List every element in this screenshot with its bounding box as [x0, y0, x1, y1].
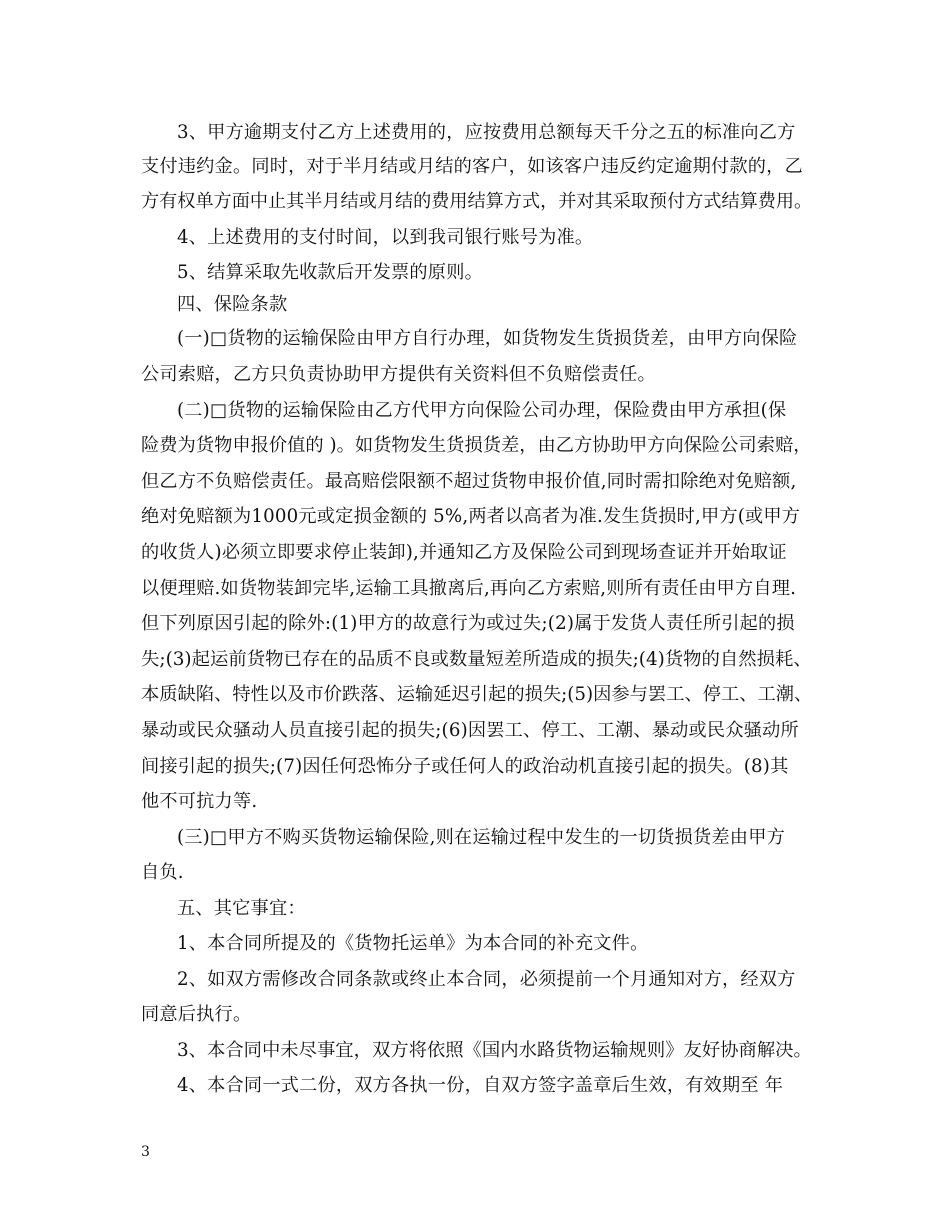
text-line: 公司索赔，乙方只负责协助甲方提供有关资料但不负赔偿责任。 [141, 364, 656, 385]
text-line: 的收货人)必须立即要求停止装卸),并通知乙方及保险公司到现场查证并开始取证 [141, 542, 787, 563]
text-line: 失;(3)起运前货物已存在的品质不良或数量短差所造成的损失;(4)货物的自然损耗、 [141, 649, 812, 670]
text-line: 他不可抗力等. [141, 791, 258, 812]
text-line: 自负. [141, 862, 184, 883]
page-number: 3 [141, 1144, 150, 1160]
text-line: 绝对免赔额为1000元或定损金额的 5%,两者以高者为准.发生货损时,甲方(或甲方 [141, 506, 801, 527]
text-line: (三)□甲方不购买货物运输保险,则在运输过程中发生的一切货损货差由甲方 [177, 827, 785, 848]
text-line: 本质缺陷、特性以及市价跌落、运输延迟引起的损失;(5)因参与罢工、停工、工潮、 [141, 684, 813, 705]
text-line: 险费为货物申报价值的 )。如货物发生货损货差，由乙方协助甲方向保险公司索赔， [141, 435, 812, 456]
text-line: 但下列原因引起的除外:(1)甲方的故意行为或过失;(2)属于发货人责任所引起的损 [141, 613, 795, 634]
text-line: 5、结算采取先收款后开发票的原则。 [177, 262, 483, 283]
text-line: 4、本合同一式二份，双方各执一份，自双方签字盖章后生效，有效期至 年 [177, 1075, 784, 1096]
text-line: 间接引起的损失;(7)因任何恐怖分子或任何人的政治动机直接引起的损失。(8)其 [141, 756, 789, 777]
text-line: 同意后执行。 [141, 1004, 252, 1025]
text-line: 方有权单方面中止其半月结或月结的费用结算方式，并对其采取预付方式结算费用。 [141, 191, 813, 212]
text-line: 4、上述费用的支付时间，以到我司银行账号为准。 [177, 227, 594, 248]
section-heading: 四、保险条款 [177, 294, 288, 315]
text-line: 以便理赔.如货物装卸完毕,运输工具撤离后,再向乙方索赔,则所有责任由甲方自理. [141, 578, 797, 599]
text-line: 1、本合同所提及的《货物托运单》为本合同的补充文件。 [177, 933, 649, 954]
section-heading: 五、其它事宜： [177, 898, 306, 919]
text-line: 暴动或民众骚动人员直接引起的损失;(6)因罢工、停工、工潮、暴动或民众骚动所 [141, 720, 799, 741]
text-line: (二)□货物的运输保险由乙方代甲方向保险公司办理，保险费由甲方承担(保 [177, 400, 787, 421]
text-line: 但乙方不负赔偿责任。最高赔偿限额不超过货物申报价值,同时需扣除绝对免赔额, [141, 471, 797, 492]
text-line: 3、甲方逾期支付乙方上述费用的，应按费用总额每天千分之五的标准向乙方 [177, 122, 796, 143]
text-line: (一)□货物的运输保险由甲方自行办理，如货物发生货损货差，由甲方向保险 [177, 328, 798, 349]
text-line: 支付违约金。同时，对于半月结或月结的客户，如该客户违反约定逾期付款的，乙 [141, 156, 803, 177]
text-line: 2、如双方需修改合同条款或终止本合同，必须提前一个月通知对方，经双方 [177, 969, 796, 990]
text-line: 3、本合同中未尽事宜，双方将依照《国内水路货物运输规则》友好协商解决。 [177, 1040, 812, 1061]
